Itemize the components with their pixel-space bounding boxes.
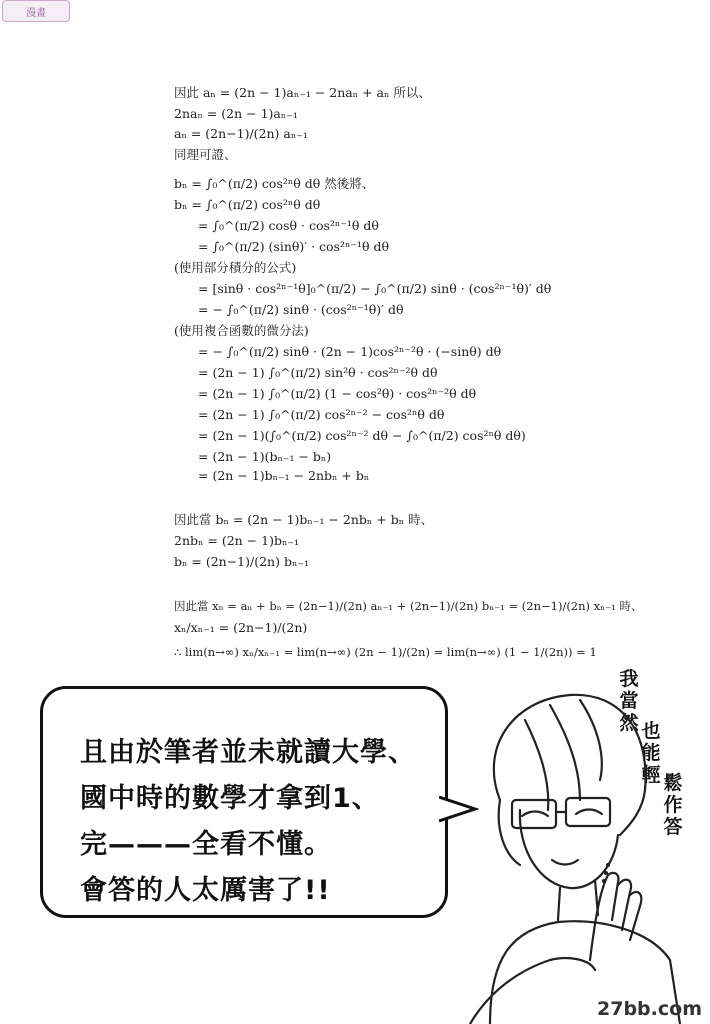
speech-line: 完———全看不懂。 (80, 829, 332, 860)
math-line: 2nbₙ = (2n − 1)bₙ₋₁ (174, 533, 299, 548)
math-line: 因此當 xₙ = aₙ + bₙ = (2n−1)/(2n) aₙ₋₁ + (2n−1)/(2n) bₙ₋₁ = (2n−1)/(2n) xₙ₋₁ 時、 (174, 599, 643, 613)
speech-line: 國中時的數學才拿到1、 (80, 783, 380, 814)
math-line: = − ∫₀^(π/2) sinθ · (2n − 1)cos²ⁿ⁻²θ · (−sinθ) dθ (198, 344, 502, 359)
math-line: bₙ = ∫₀^(π/2) cos²ⁿθ dθ 然後將、 (174, 176, 375, 191)
math-line: 因此 aₙ = (2n − 1)aₙ₋₁ − 2naₙ + aₙ 所以、 (174, 85, 431, 100)
math-line: = (2n − 1) ∫₀^(π/2) sin²θ · cos²ⁿ⁻²θ dθ (198, 365, 438, 380)
math-line: xₙ/xₙ₋₁ = (2n−1)/(2n) (174, 620, 308, 635)
math-line: = ∫₀^(π/2) cosθ · cos²ⁿ⁻¹θ dθ (198, 218, 379, 233)
side-char: 鬆 (663, 772, 683, 794)
math-line: (使用複合函數的微分法) (174, 323, 309, 338)
math-line: 同理可證、 (174, 147, 237, 162)
watermark: 27bb.com (597, 998, 702, 1020)
math-line: 因此當 bₙ = (2n − 1)bₙ₋₁ − 2nbₙ + bₙ 時、 (174, 512, 434, 527)
side-char: 也 (641, 720, 661, 742)
math-line: = ∫₀^(π/2) (sinθ)′ · cos²ⁿ⁻¹θ dθ (198, 239, 390, 254)
speech-line: 會答的人太厲害了!! (80, 875, 331, 906)
side-char: 輕 (641, 764, 661, 786)
side-char: 能 (641, 742, 661, 764)
math-line: = [sinθ · cos²ⁿ⁻¹θ]₀^(π/2) − ∫₀^(π/2) sinθ · (cos²ⁿ⁻¹θ)′ dθ (198, 281, 552, 296)
character-illustration (430, 660, 710, 1024)
site-logo: 漫畫 (2, 0, 70, 22)
side-char: 當 (619, 690, 639, 712)
side-char: 作 (663, 794, 683, 816)
side-char: 我 (619, 668, 639, 690)
math-line: aₙ = (2n−1)/(2n) aₙ₋₁ (174, 126, 308, 141)
math-line: bₙ = (2n−1)/(2n) bₙ₋₁ (174, 554, 309, 569)
math-line: = (2n − 1)(bₙ₋₁ − bₙ) (198, 449, 332, 464)
math-line: (使用部分積分的公式) (174, 260, 297, 275)
math-line: 2naₙ = (2n − 1)aₙ₋₁ (174, 106, 298, 121)
math-line: = − ∫₀^(π/2) sinθ · (cos²ⁿ⁻¹θ)′ dθ (198, 302, 404, 317)
math-line: bₙ = ∫₀^(π/2) cos²ⁿθ dθ (174, 197, 321, 212)
side-char: 然 (619, 712, 639, 734)
side-char: 答 (663, 816, 683, 838)
math-line: ∴ lim(n→∞) xₙ/xₙ₋₁ = lim(n→∞) (2n − 1)/(2n) = lim(n→∞) (1 − 1/(2n)) = 1 (174, 645, 597, 659)
math-line: = (2n − 1)(∫₀^(π/2) cos²ⁿ⁻² dθ − ∫₀^(π/2) cos²ⁿθ dθ) (198, 428, 526, 443)
math-line: = (2n − 1)bₙ₋₁ − 2nbₙ + bₙ (198, 468, 370, 483)
math-line: = (2n − 1) ∫₀^(π/2) cos²ⁿ⁻² − cos²ⁿθ dθ (198, 407, 445, 422)
math-line: = (2n − 1) ∫₀^(π/2) (1 − cos²θ) · cos²ⁿ⁻²θ dθ (198, 386, 477, 401)
speech-line: 且由於筆者並未就讀大學、 (80, 737, 416, 768)
